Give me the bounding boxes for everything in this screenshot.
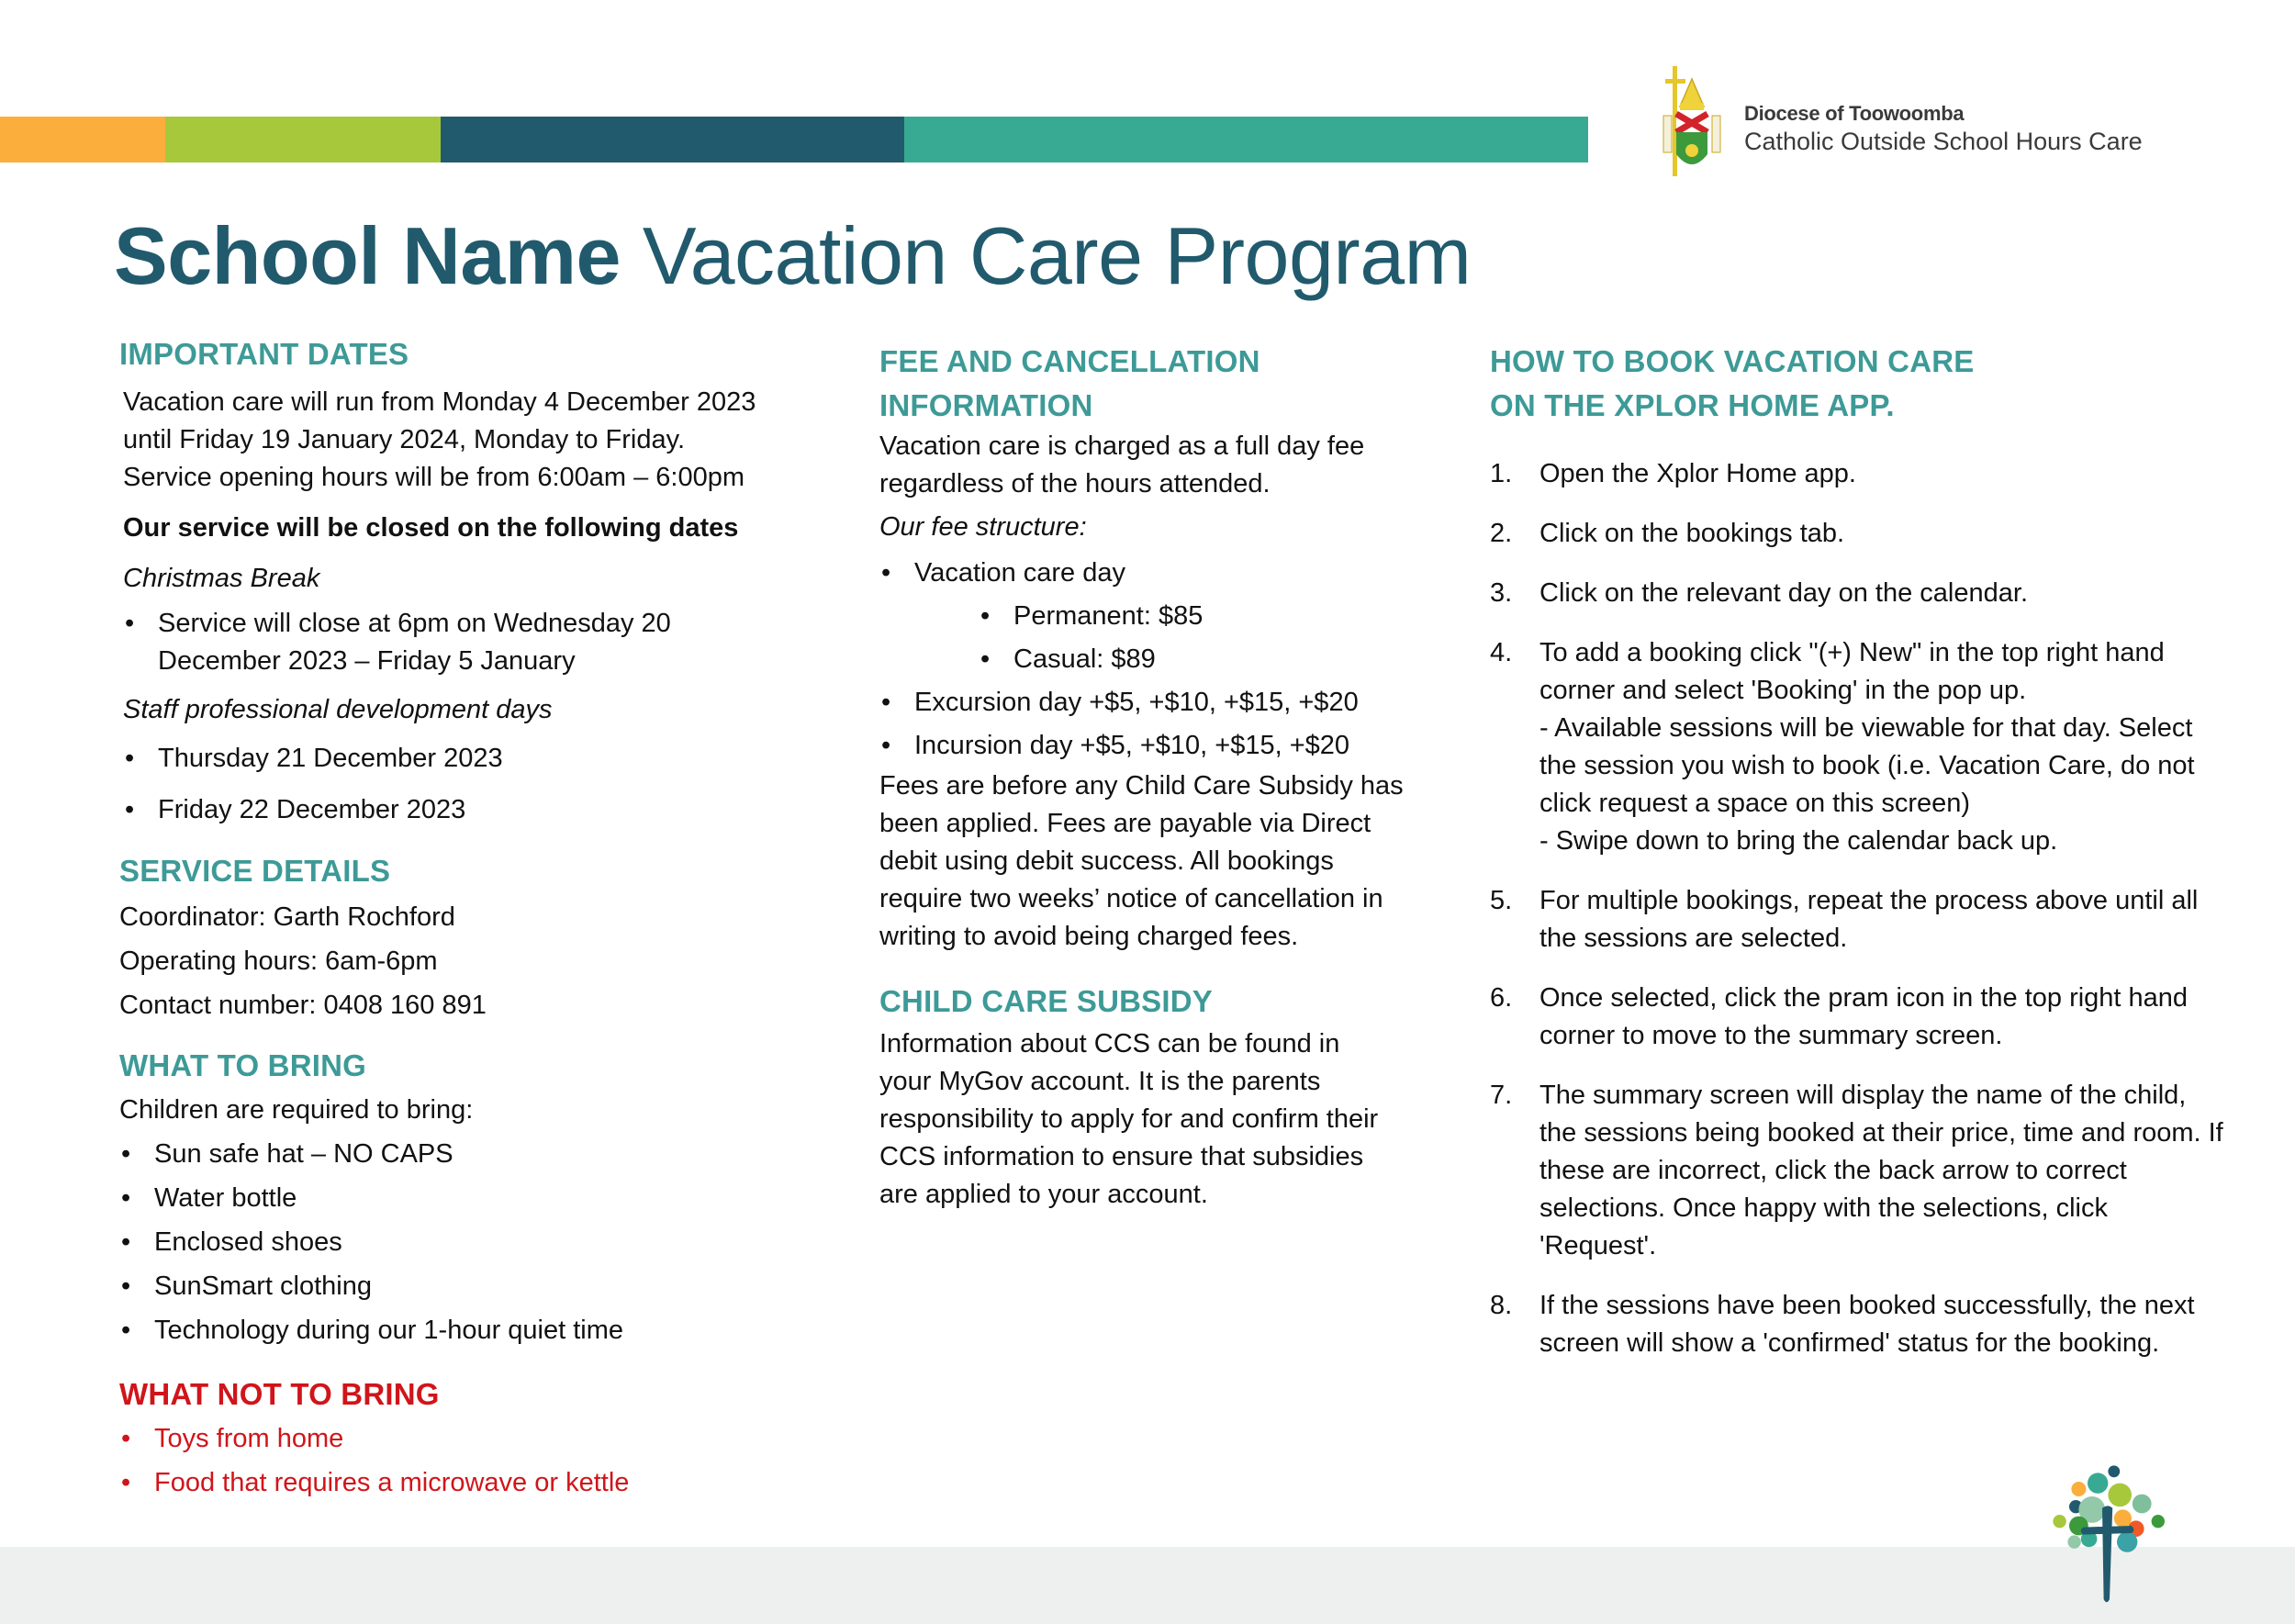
page-title — [114, 209, 1471, 303]
fees-section — [879, 340, 1430, 956]
fee-item-vacation-day: • Vacation care day — [879, 552, 1430, 595]
closed-dates-heading: Our service will be closed on the following dates — [123, 513, 739, 543]
fees-heading-line2: INFORMATION — [879, 388, 1093, 422]
bring-item: • SunSmart clothing — [119, 1264, 854, 1308]
pd-days-label: Staff professional development days — [123, 695, 553, 724]
title-program: Vacation Care Program — [620, 210, 1472, 301]
christmas-closure-item: • Service will close at 6pm on Wednesday 20 December 2023 – Friday 5 January — [123, 605, 711, 680]
dates-intro-line: Vacation care will run from Monday 4 December 2023 — [123, 387, 756, 417]
bring-item: • Technology during our 1-hour quiet time — [119, 1308, 854, 1352]
diocese-crest-icon — [1660, 62, 1724, 191]
cross-tree-logo-icon — [2043, 1460, 2190, 1607]
fees-heading-line1: FEE AND CANCELLATION — [879, 344, 1260, 378]
footer-band — [0, 1547, 2295, 1624]
booking-step — [1490, 634, 2224, 860]
booking-step: 1. Open the Xplor Home app. — [1490, 455, 2224, 493]
color-bar-lime — [165, 117, 441, 162]
contact-number-text: Contact number: 0408 160 891 — [119, 991, 487, 1020]
booking-step: 2. Click on the bookings tab. — [1490, 515, 2224, 553]
fee-item-permanent: • Permanent: $85 — [879, 595, 1430, 638]
column-left — [119, 332, 854, 1505]
what-to-bring-heading: WHAT TO BRING — [119, 1048, 367, 1082]
what-not-to-bring-section — [119, 1372, 854, 1505]
not-bring-item: • Toys from home — [119, 1417, 854, 1461]
dates-intro-line: Service opening hours will be from 6:00am – 6:00pm — [123, 463, 745, 492]
dates-intro-line: until Friday 19 January 2024, Monday to Friday. — [123, 425, 686, 454]
operating-hours-text: Operating hours: 6am-6pm — [119, 946, 438, 976]
service-details-section — [119, 849, 854, 1027]
important-dates-heading: IMPORTANT DATES — [119, 337, 409, 371]
fee-item-casual: • Casual: $89 — [879, 638, 1430, 681]
booking-step-extra: - Swipe down to bring the calendar back up. — [1539, 826, 2058, 856]
color-bar-navy — [441, 117, 904, 162]
color-bar-orange — [0, 117, 165, 162]
logo-line-diocese: Diocese of Toowoomba — [1744, 101, 1965, 125]
fees-note: Fees are before any Child Care Subsidy has been applied. Fees are payable via Direct debit using debit success. All bookings require two weeks’ notice of cancellation in writing to avoid being charged fees. — [879, 771, 1404, 951]
important-dates-section — [119, 332, 854, 829]
booking-section — [1490, 340, 2224, 1362]
fee-item-excursion: • Excursion day +$5, +$10, +$15, +$20 — [879, 681, 1430, 724]
booking-step: 7. The summary screen will display the name of the child, the sessions being booked at their price, time and room. If these are incorrect, click the back arrow to correct selections. Once happy with the selections, click 'Request'. — [1490, 1077, 2224, 1265]
christmas-break-label: Christmas Break — [123, 564, 320, 593]
pd-day-item: • Thursday 21 December 2023 — [123, 740, 854, 778]
booking-step: 3. Click on the relevant day on the calendar. — [1490, 575, 2224, 612]
fees-intro: Vacation care is charged as a full day fee regardless of the hours attended. — [879, 431, 1365, 498]
booking-heading-line2: ON THE XPLOR HOME APP. — [1490, 388, 1895, 422]
logo-line-oshc: Catholic Outside School Hours Care — [1744, 127, 2143, 155]
color-bar-teal — [904, 117, 1588, 162]
fees-heading — [879, 340, 1430, 428]
bring-item: • Sun safe hat – NO CAPS — [119, 1132, 854, 1176]
booking-step: 8. If the sessions have been booked successfully, the next screen will show a 'confirmed' status for the booking. — [1490, 1287, 2224, 1362]
booking-step: 6. Once selected, click the pram icon in the top right hand corner to move to the summary screen. — [1490, 980, 2224, 1055]
booking-step-text: To add a booking click "(+) New" in the top right hand corner and select 'Booking' in the pop up. — [1539, 638, 2165, 705]
fee-item-incursion: • Incursion day +$5, +$10, +$15, +$20 — [879, 724, 1430, 767]
column-middle — [879, 340, 1430, 1214]
service-details-heading: SERVICE DETAILS — [119, 854, 391, 888]
booking-step: 5. For multiple bookings, repeat the process above until all the sessions are selected. — [1490, 882, 2224, 958]
not-bring-item: • Food that requires a microwave or kettle — [119, 1461, 854, 1505]
bring-item: • Water bottle — [119, 1176, 854, 1220]
ccs-body: Information about CCS can be found in your MyGov account. It is the parents responsibility to apply for and confirm their CCS information to ensure that subsidies are applied to your account. — [879, 1029, 1379, 1209]
fee-structure-label: Our fee structure: — [879, 512, 1087, 542]
booking-step-extra: - Available sessions will be viewable for that day. Select the session you wish to book (i.e. Vacation Care, do not click request a space on this screen) — [1539, 713, 2195, 818]
ccs-section — [879, 980, 1430, 1214]
column-right — [1490, 340, 2224, 1384]
booking-heading — [1490, 340, 2224, 428]
title-school-name: School Name — [114, 210, 621, 301]
ccs-heading: CHILD CARE SUBSIDY — [879, 984, 1213, 1018]
diocese-logo — [1660, 62, 2143, 191]
what-to-bring-section — [119, 1044, 854, 1352]
what-to-bring-intro: Children are required to bring: — [119, 1095, 474, 1125]
bring-item: • Enclosed shoes — [119, 1220, 854, 1264]
what-not-to-bring-heading: WHAT NOT TO BRING — [119, 1377, 440, 1411]
pd-day-item: • Friday 22 December 2023 — [123, 791, 854, 829]
booking-heading-line1: HOW TO BOOK VACATION CARE — [1490, 344, 1975, 378]
coordinator-text: Coordinator: Garth Rochford — [119, 902, 455, 932]
